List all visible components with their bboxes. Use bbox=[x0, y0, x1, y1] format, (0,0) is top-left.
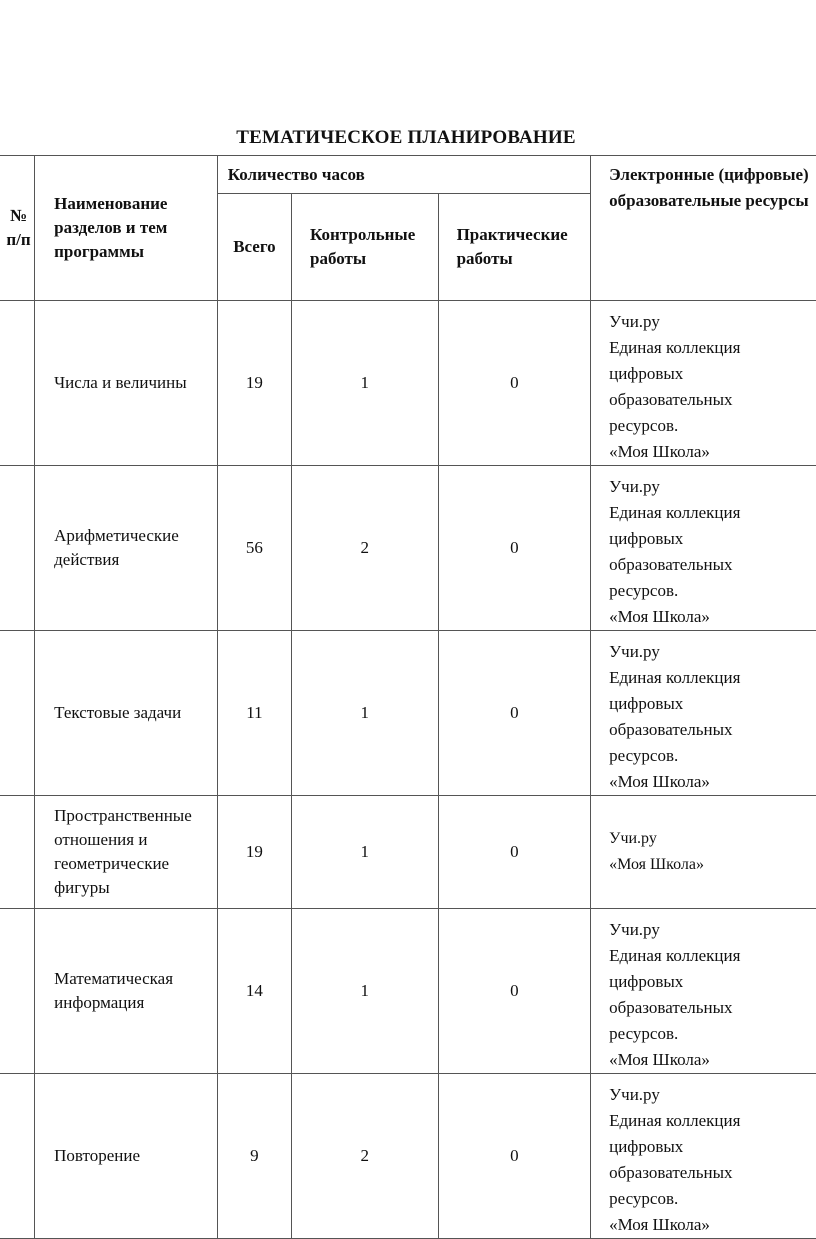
section-name: Повторение bbox=[35, 1074, 218, 1239]
header-row bbox=[0, 156, 816, 194]
hours-control: 1 bbox=[292, 796, 439, 909]
resource-item: ресурсов. bbox=[609, 416, 679, 435]
hours-practical: 0 bbox=[438, 301, 591, 466]
header-control: Контрольные работы bbox=[292, 194, 439, 301]
hours-practical: 0 bbox=[438, 796, 591, 909]
hours-total: 19 bbox=[217, 796, 291, 909]
thematic-plan-table bbox=[0, 155, 816, 1239]
resources-cell bbox=[591, 909, 816, 1074]
hours-total: 19 bbox=[217, 301, 291, 466]
resource-item: Единая коллекция bbox=[609, 503, 741, 522]
table-row bbox=[0, 301, 816, 466]
resource-item: ресурсов. bbox=[609, 581, 679, 600]
resource-item: ресурсов. bbox=[609, 1189, 679, 1208]
row-number-cell bbox=[0, 909, 35, 1074]
resource-item: Учи.ру bbox=[609, 920, 660, 939]
resource-item: цифровых bbox=[609, 694, 684, 713]
hours-practical: 0 bbox=[438, 631, 591, 796]
table-row bbox=[0, 796, 816, 909]
row-number-cell bbox=[0, 301, 35, 466]
resource-item: Учи.ру bbox=[609, 642, 660, 661]
resource-item: цифровых bbox=[609, 972, 684, 991]
resources-cell bbox=[591, 301, 816, 466]
header-total: Всего bbox=[217, 194, 291, 301]
hours-control: 2 bbox=[292, 466, 439, 631]
row-number-cell bbox=[0, 466, 35, 631]
table-row bbox=[0, 909, 816, 1074]
resource-item: Учи.ру bbox=[609, 1085, 660, 1104]
header-num: № п/п bbox=[0, 156, 35, 301]
hours-control: 1 bbox=[292, 301, 439, 466]
hours-total: 11 bbox=[217, 631, 291, 796]
resource-item: Единая коллекция bbox=[609, 946, 741, 965]
resource-item: ресурсов. bbox=[609, 1024, 679, 1043]
resource-item: «Моя Школа» bbox=[609, 856, 704, 873]
row-number-cell bbox=[0, 631, 35, 796]
resource-item: «Моя Школа» bbox=[609, 1215, 710, 1234]
page-title-text: ТЕМАТИЧЕСКОЕ ПЛАНИРОВАНИЕ bbox=[236, 127, 576, 148]
resource-item: «Моя Школа» bbox=[609, 772, 710, 791]
section-name: Математическая информация bbox=[35, 909, 218, 1074]
section-name: Текстовые задачи bbox=[35, 631, 218, 796]
resource-item: цифровых bbox=[609, 529, 684, 548]
resource-item: Единая коллекция bbox=[609, 338, 741, 357]
resource-item: образовательных bbox=[609, 1163, 733, 1182]
table-row bbox=[0, 631, 816, 796]
hours-practical: 0 bbox=[438, 466, 591, 631]
resources-cell bbox=[591, 466, 816, 631]
resource-item: образовательных bbox=[609, 390, 733, 409]
page-title bbox=[0, 127, 816, 149]
hours-practical: 0 bbox=[438, 909, 591, 1074]
resource-item: «Моя Школа» bbox=[609, 1050, 710, 1069]
row-number-cell bbox=[0, 796, 35, 909]
resource-item: Единая коллекция bbox=[609, 668, 741, 687]
header-resources: Электронные (цифровые) образовательные ресурсы bbox=[591, 156, 816, 301]
hours-total: 56 bbox=[217, 466, 291, 631]
resource-item: «Моя Школа» bbox=[609, 607, 710, 626]
resource-item: Учи.ру bbox=[609, 477, 660, 496]
resource-item: «Моя Школа» bbox=[609, 442, 710, 461]
hours-total: 14 bbox=[217, 909, 291, 1074]
resource-item: Учи.ру bbox=[609, 830, 657, 847]
table-row bbox=[0, 466, 816, 631]
header-hours: Количество часов bbox=[217, 156, 590, 194]
resource-item: ресурсов. bbox=[609, 746, 679, 765]
table-row bbox=[0, 1074, 816, 1239]
section-name: Пространственные отношения и геометрические фигуры bbox=[35, 796, 218, 909]
resource-item: образовательных bbox=[609, 998, 733, 1017]
header-name: Наименование разделов и тем программы bbox=[35, 156, 218, 301]
hours-practical: 0 bbox=[438, 1074, 591, 1239]
resource-item: Единая коллекция bbox=[609, 1111, 741, 1130]
resources-cell bbox=[591, 796, 816, 909]
resource-item: цифровых bbox=[609, 1137, 684, 1156]
resource-item: цифровых bbox=[609, 364, 684, 383]
resources-cell bbox=[591, 631, 816, 796]
section-name: Числа и величины bbox=[35, 301, 218, 466]
hours-control: 2 bbox=[292, 1074, 439, 1239]
resource-item: образовательных bbox=[609, 555, 733, 574]
resource-item: Учи.ру bbox=[609, 312, 660, 331]
section-name: Арифметические действия bbox=[35, 466, 218, 631]
row-number-cell bbox=[0, 1074, 35, 1239]
hours-control: 1 bbox=[292, 631, 439, 796]
hours-total: 9 bbox=[217, 1074, 291, 1239]
hours-control: 1 bbox=[292, 909, 439, 1074]
resources-cell bbox=[591, 1074, 816, 1239]
resource-item: образовательных bbox=[609, 720, 733, 739]
header-practical: Практические работы bbox=[438, 194, 591, 301]
